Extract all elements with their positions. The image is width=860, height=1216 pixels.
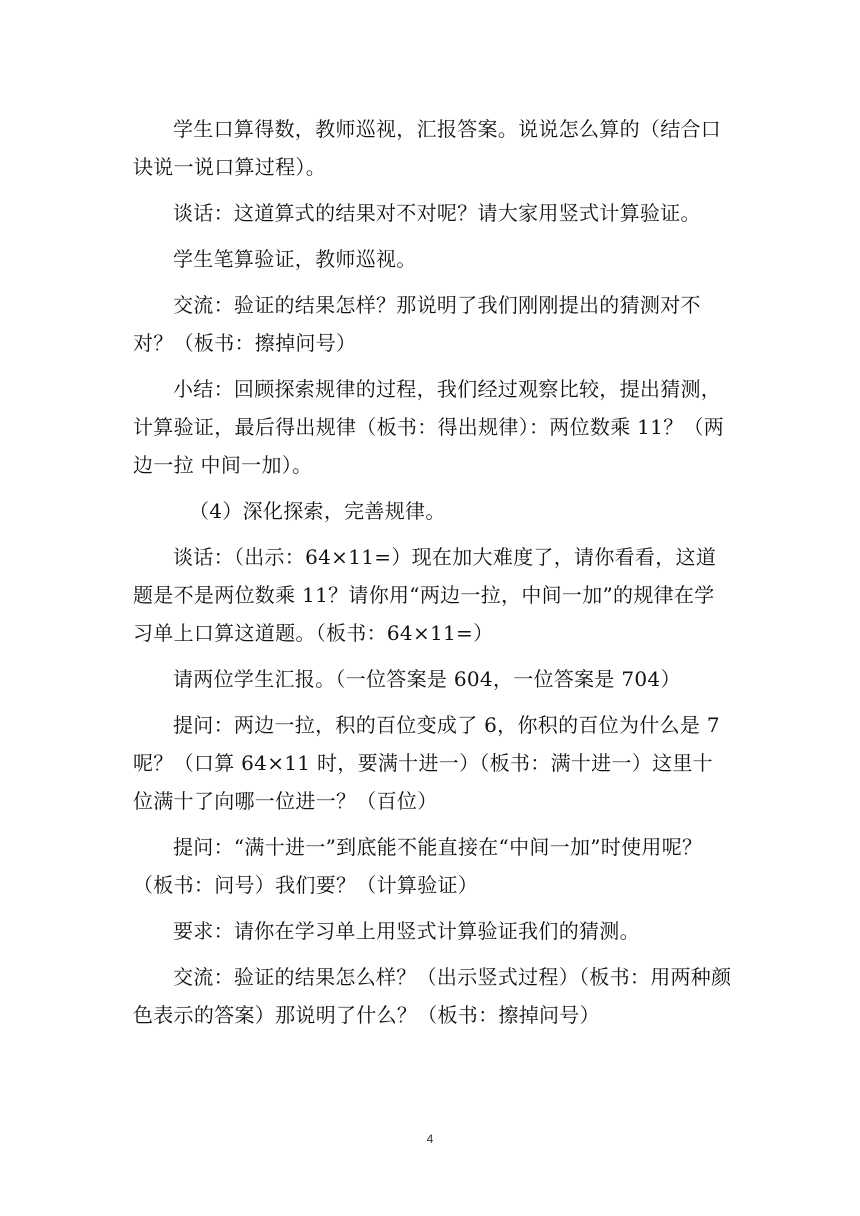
- page-number: 4: [426, 1132, 434, 1146]
- paragraph: 提问：“满十进一”到底能不能直接在“中间一加”时使用呢？（板书：问号）我们要？（计算验证）: [133, 835, 703, 897]
- paragraph: 谈话：（出示：64×11=）现在加大难度了，请你看看，这道题是不是两位数乘 11？请你用“两边一拉，中间一加”的规律在学习单上口算这道题。（板书：64×11=）: [133, 545, 717, 645]
- paragraph: 谈话：这道算式的结果对不对呢？请大家用竖式计算验证。: [173, 201, 701, 225]
- paragraph: 交流：验证的结果怎么样？（出示竖式过程）（板书：用两种颜色表示的答案）那说明了什么？（板书：擦掉问号）: [133, 965, 732, 1027]
- paragraph: 要求：请你在学习单上用竖式计算验证我们的猜测。: [173, 919, 640, 943]
- paragraph: 学生口算得数，教师巡视，汇报答案。说说怎么算的（结合口诀说一说口算过程）。: [133, 117, 722, 179]
- paragraph: 提问：两边一拉，积的百位变成了 6，你积的百位为什么是 7 呢？（口算 64×11 时，要满十进一）（板书：满十进一）这里十位满十了向哪一位进一？（百位）: [133, 713, 720, 813]
- paragraph: 小结：回顾探索规律的过程，我们经过观察比较，提出猜测，计算验证，最后得出规律（板书：得出规律）：两位数乘 11？（两边一拉 中间一加）。: [133, 377, 725, 477]
- paragraph: 学生笔算验证，教师巡视。: [173, 247, 417, 271]
- paragraph: 交流：验证的结果怎样？那说明了我们刚刚提出的猜测对不对？（板书：擦掉问号）: [133, 293, 701, 355]
- section-heading: （4）深化探索，完善规律。: [189, 499, 446, 523]
- document-body: [133, 110, 733, 1034]
- paragraph: 请两位学生汇报。（一位答案是 604，一位答案是 704）: [173, 667, 681, 691]
